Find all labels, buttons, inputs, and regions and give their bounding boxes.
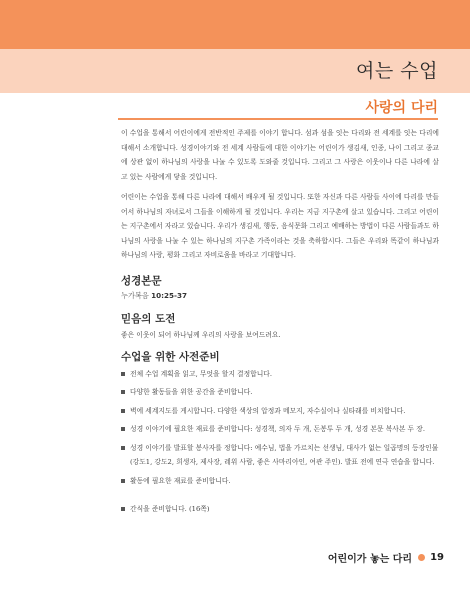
intro-paragraph: 어린이는 수업을 통해 다른 나라에 대해서 배우게 될 것입니다. 또한 자신과 다른 사람들 사이에 다리를 만들어서 하나님의 자녀로서 그들을 이해하게 될 것입니다. 우리는 지금 지구촌에 살고 있습니다. 그리고 어린이는 지구촌에서 자라고 있습니다. 우리가 생김새, 행동, 음식문화 그리고 예배하는 방법이 다른 사람들과도 하나님의 사랑을 나눌 수 있는 하나님의 지구촌 가족이라는 것을 축하합시다. 그들은 우리와 똑같이 하나님과 하나님의 사랑, 평화 그리고 자비로움을 바라고 기대합니다. <box>121 193 439 259</box>
scripture-heading: 성경본문 <box>121 274 162 287</box>
page-footer <box>328 550 444 565</box>
prep-item-text: 다양한 활동들을 위한 공간을 준비합니다. <box>130 388 253 396</box>
square-bullet-icon <box>121 446 125 450</box>
square-bullet-icon <box>121 409 125 413</box>
square-bullet-icon <box>121 372 125 376</box>
title-divider <box>118 118 438 120</box>
prep-item-text: 성경 이야기에 필요한 재료를 준비합니다: 성경책, 의자 두 개, 돈봉투 두 개, 성경 본문 복사본 두 장. <box>130 425 425 433</box>
list-item <box>121 422 439 437</box>
intro-paragraph: 이 수업을 통해서 어린이에게 전반적인 주제를 이야기 합니다. 섬과 섬을 잇는 다리와 전 세계를 잇는 다리에 대해서 소개합니다. 성경이야기와 전 세계 사람들에 대한 이야기는 어린이가 생김새, 인종, 나이 그리고 종교에 상관 없이 하나님의 사랑을 나눌 수 있도록 도와줄 것입니다. 그리고 그 사랑은 이웃이나 다른 나라에 살고 있는 사람에게 닿을 것입니다. <box>121 129 439 181</box>
prep-item-text: 간식을 준비합니다. (16쪽) <box>130 505 210 513</box>
prep-item-text: 벽에 세계지도를 게시합니다. 다양한 색상의 압정과 메모지, 자수실이나 실타래를 비치합니다. <box>130 406 406 415</box>
list-item <box>121 404 439 419</box>
prep-item-text: 성경 이야기를 발표할 봉사자를 정합니다: 예수님, 법을 가르치는 선생님, 대사가 없는 일곱명의 등장인물 (강도1, 강도2, 희생자, 제사장, 레위 사람, 좋은 사마리아인, 여관 주인). 발표 전에 연극 연습을 합니다. <box>130 443 439 466</box>
prep-item-text: 활동에 필요한 재료를 준비합니다. <box>130 476 231 485</box>
square-bullet-icon <box>121 390 125 394</box>
prep-item-text: 전체 수업 계획을 읽고, 무엇을 할지 결정합니다. <box>130 369 273 378</box>
dot-icon <box>418 554 425 561</box>
square-bullet-icon <box>121 507 125 511</box>
lesson-title: 사랑의 다리 <box>365 100 438 116</box>
header-band <box>0 0 470 49</box>
scripture-verse: 10:25-37 <box>151 290 187 300</box>
challenge-text: 좋은 이웃이 되어 하나님께 우리의 사랑을 보여드려요. <box>121 330 281 339</box>
scripture-book: 누가복음 <box>121 290 149 300</box>
footer-brand: 어린이가 놓는 다리 <box>327 554 413 565</box>
list-item <box>121 385 439 400</box>
list-item <box>121 474 439 489</box>
chapter-title: 여는 수업 <box>356 60 438 82</box>
list-item <box>121 367 439 382</box>
prep-heading: 수업을 위한 사전준비 <box>121 350 220 363</box>
list-item <box>121 441 439 470</box>
list-item <box>121 502 439 517</box>
scripture-reference <box>121 291 439 301</box>
square-bullet-icon <box>121 479 125 483</box>
prep-list <box>121 367 439 517</box>
main-content <box>121 126 439 521</box>
square-bullet-icon <box>121 427 125 431</box>
challenge-heading: 믿음의 도전 <box>121 312 176 325</box>
page-number: 19 <box>430 552 444 563</box>
